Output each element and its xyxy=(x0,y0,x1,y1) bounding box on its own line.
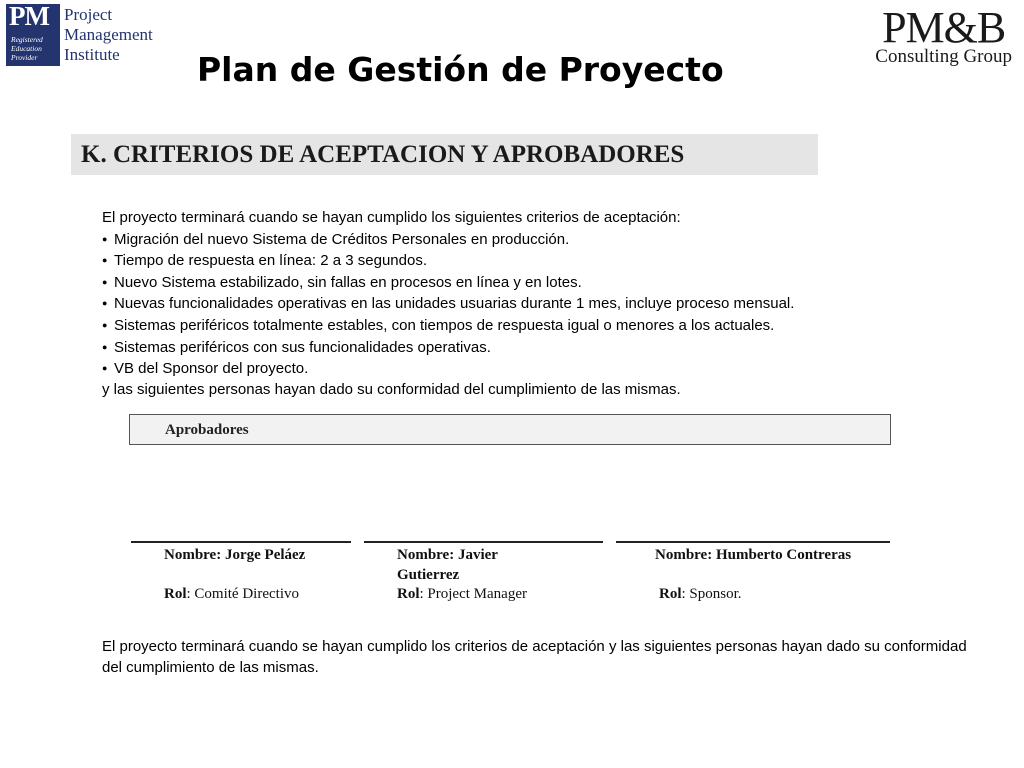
approver-name: Nombre: Humberto Contreras xyxy=(655,547,852,563)
bullet-icon: ● xyxy=(102,255,108,266)
acceptance-criteria xyxy=(102,208,794,400)
pmi-logo-words: Project Management Institute xyxy=(64,5,153,64)
pmb-logo-main: PM&B xyxy=(882,3,1006,52)
closing-paragraph: El proyecto terminará cuando se hayan cumplido los criterios de aceptación y las siguientes personas hayan dado su conformidad del cumplimiento de las mismas. xyxy=(102,638,967,676)
approvers-header-text: Aprobadores xyxy=(165,422,249,438)
name-label: Nombre xyxy=(655,547,708,563)
pmi-logo-mark-text: Registered Education Provider xyxy=(11,35,43,62)
criteria-item xyxy=(102,229,794,251)
page-title: Plan de Gestión de Proyecto xyxy=(197,50,724,89)
role-label: Rol xyxy=(397,586,420,602)
pmi-logo-mark xyxy=(6,1,60,66)
approver-role-value: Comité Directivo xyxy=(194,586,299,602)
criteria-item xyxy=(102,272,794,294)
criteria-intro: El proyecto terminará cuando se hayan cumplido los siguientes criterios de aceptación: xyxy=(102,209,681,226)
criteria-item xyxy=(102,315,794,337)
approver-name: Nombre: Jorge Peláez xyxy=(164,547,306,563)
approvers-header xyxy=(129,414,891,445)
approver-role-value: Sponsor. xyxy=(689,586,742,602)
approver-role: Rol: Comité Directivo xyxy=(164,586,299,602)
criteria-item-text: Sistemas periféricos totalmente estables, con tiempos de respuesta igual o menores a los actuales. xyxy=(114,316,775,334)
criteria-item xyxy=(102,293,794,315)
bullet-icon: ● xyxy=(102,363,108,374)
bullet-icon: ● xyxy=(102,298,108,309)
criteria-item xyxy=(102,337,794,359)
criteria-item-text: Nuevo Sistema estabilizado, sin fallas en procesos en línea y en lotes. xyxy=(114,273,582,291)
pmb-logo xyxy=(875,3,1012,67)
name-label: Nombre xyxy=(397,547,450,563)
criteria-list xyxy=(102,229,794,380)
approver-name-value: Javier Gutierrez xyxy=(397,547,498,583)
approver-role: Rol: Sponsor. xyxy=(659,586,742,602)
approver-name-value: Jorge Peláez xyxy=(224,547,306,563)
approver-block xyxy=(364,541,603,602)
name-label: Nombre xyxy=(164,547,217,563)
approver-name: Nombre: Javier Gutierrez xyxy=(397,547,498,583)
approver-block xyxy=(616,541,890,602)
criteria-item xyxy=(102,250,794,272)
criteria-item xyxy=(102,358,794,380)
criteria-item-text: Nuevas funcionalidades operativas en las unidades usuarias durante 1 mes, incluye proceso mensual. xyxy=(114,295,795,313)
bullet-icon: ● xyxy=(102,233,108,244)
criteria-item-text: VB del Sponsor del proyecto. xyxy=(114,360,309,378)
bullet-icon: ● xyxy=(102,319,108,330)
pmb-logo-sub: Consulting Group xyxy=(875,46,1012,67)
criteria-outro: y las siguientes personas hayan dado su conformidad del cumplimiento de las mismas. xyxy=(102,380,681,398)
pmi-logo xyxy=(6,1,153,68)
approver-block xyxy=(131,541,351,602)
criteria-item-text: Sistemas periféricos con sus funcionalidades operativas. xyxy=(114,338,491,356)
section-header xyxy=(71,134,818,175)
approver-role-value: Project Manager xyxy=(427,586,527,602)
pmi-logo-letters: PM xyxy=(9,1,49,31)
role-label: Rol xyxy=(164,586,187,602)
approver-name-value: Humberto Contreras xyxy=(715,547,852,563)
criteria-item-text: Tiempo de respuesta en línea: 2 a 3 segundos. xyxy=(114,252,427,270)
bullet-icon: ● xyxy=(102,276,108,287)
criteria-item-text: Migración del nuevo Sistema de Créditos Personales en producción. xyxy=(114,230,570,248)
bullet-icon: ● xyxy=(102,341,108,352)
role-label: Rol xyxy=(659,586,682,602)
approver-role: Rol: Project Manager xyxy=(397,586,527,602)
section-header-text: K. CRITERIOS DE ACEPTACION Y APROBADORES xyxy=(81,141,685,168)
